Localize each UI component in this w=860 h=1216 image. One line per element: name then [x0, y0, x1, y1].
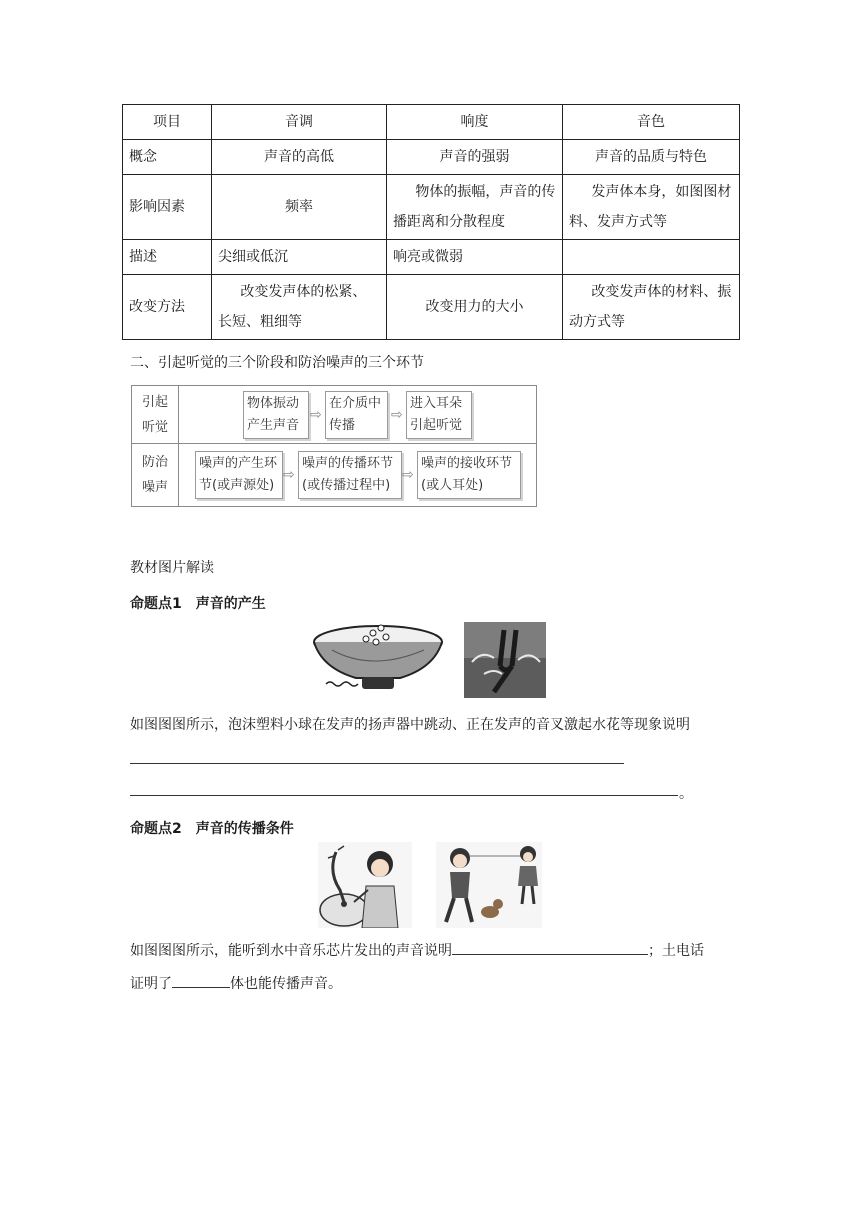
flow-arrow-icon: ⇨ [391, 407, 403, 423]
flow-box: 进入耳朵引起听觉 [406, 391, 472, 439]
string-telephone-illustration [436, 842, 542, 928]
table-cell: 改变方法 [123, 275, 212, 340]
point2-line2 [130, 973, 342, 994]
point2-line1 [130, 940, 704, 961]
table-cell: 项目 [123, 105, 212, 140]
table-row [123, 275, 740, 340]
divider [178, 386, 179, 506]
table-cell: 物体的振幅，声音的传播距离和分散程度 [387, 175, 563, 240]
point1-text: 如图图图所示，泡沫塑料小球在发声的扬声器中跳动、正在发声的音叉激起水花等现象说明 [130, 717, 690, 733]
speaker-illustration [312, 622, 448, 698]
table-row [123, 175, 740, 240]
table-cell: 声音的高低 [212, 140, 387, 175]
answer-blank [130, 795, 678, 796]
table-cell: 改变发声体的材料、振动方式等 [563, 275, 740, 340]
table-cell: 响度 [387, 105, 563, 140]
section-title: 二、引起听觉的三个阶段和防治噪声的三个环节 [130, 355, 424, 371]
table-row [123, 140, 740, 175]
flow-box: 噪声的接收环节(或人耳处) [417, 451, 521, 499]
table-cell: 响亮或微弱 [387, 240, 563, 275]
point1-heading: 命题点1 声音的产生 [130, 596, 266, 612]
textbook-heading: 教材图片解读 [130, 560, 214, 576]
point2-text-d: 体也能传播声音。 [230, 976, 342, 992]
table-cell [563, 240, 740, 275]
table-cell: 改变用力的大小 [387, 275, 563, 340]
table-row [123, 105, 740, 140]
flow-arrow-icon: ⇨ [310, 407, 322, 423]
hearing-flow-diagram [131, 385, 537, 507]
point2-text-c: 证明了 [130, 976, 172, 992]
answer-blank [172, 973, 230, 988]
flow-arrow-icon: ⇨ [402, 467, 414, 483]
divider [132, 443, 536, 444]
flow-box: 噪声的产生环节(或声源处) [195, 451, 283, 499]
flow-box: 物体振动产生声音 [243, 391, 309, 439]
end-mark: 。 [679, 786, 693, 802]
table-cell: 概念 [123, 140, 212, 175]
answer-blank [452, 940, 648, 955]
table-cell: 声音的强弱 [387, 140, 563, 175]
point2-text-b: ；土电话 [648, 943, 704, 959]
table-cell: 描述 [123, 240, 212, 275]
table-cell: 音色 [563, 105, 740, 140]
flow-arrow-icon: ⇨ [283, 467, 295, 483]
point2-heading: 命题点2 声音的传播条件 [130, 821, 294, 837]
tuning-fork-illustration [464, 622, 546, 698]
sound-property-table [122, 104, 740, 340]
table-cell: 影响因素 [123, 175, 212, 240]
table-cell: 频率 [212, 175, 387, 240]
row-label-noise: 防治噪声 [141, 455, 168, 495]
table-cell: 声音的品质与特色 [563, 140, 740, 175]
table-cell: 发声体本身，如图图材料、发声方式等 [563, 175, 740, 240]
music-chip-illustration [318, 842, 412, 928]
answer-blank [130, 763, 624, 764]
row-label-hearing: 引起听觉 [141, 395, 168, 435]
point2-text-a: 如图图图所示，能听到水中音乐芯片发出的声音说明 [130, 943, 452, 959]
flow-box: 在介质中传播 [325, 391, 388, 439]
table-cell: 尖细或低沉 [212, 240, 387, 275]
table-cell: 改变发声体的松紧、长短、粗细等 [212, 275, 387, 340]
flow-box: 噪声的传播环节(或传播过程中) [298, 451, 402, 499]
table-row [123, 240, 740, 275]
table-cell: 音调 [212, 105, 387, 140]
